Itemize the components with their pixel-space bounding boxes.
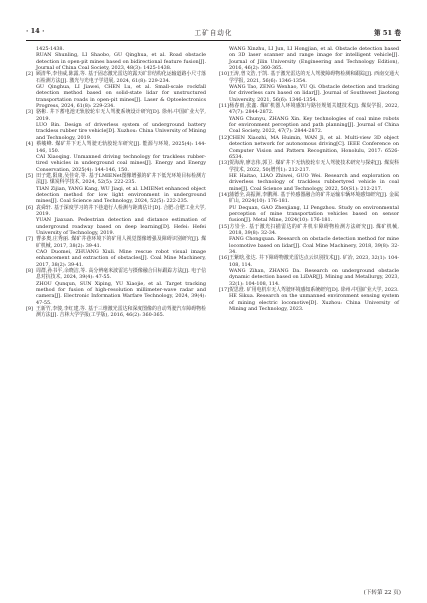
reference-number: [8] <box>26 268 33 275</box>
reference-entry <box>219 84 399 103</box>
reference-text: 周群,孙书平,余晓洁,等. 高分辨毫米波雷达与摄像融合目标跟踪方法[J]. 电子信息对抗技术, 2024, 39(4): 47-55. <box>36 268 206 281</box>
reference-text: 贺海涛,廖志伟,郭卫. 煤矿井下无轨胶轮车无人驾驶技术研究与探索[J]. 煤炭科学技术, 2022, 50(增刊1): 212-217. <box>229 160 399 173</box>
running-header <box>26 26 401 41</box>
reference-number: [15] <box>219 223 230 230</box>
reference-entry <box>26 249 206 268</box>
reference-text: 方崇全. 基于激光扫描雷达的矿井机车障碍物检测方法研究[J]. 煤矿机械, 2018, 39(8): 32-34. <box>229 223 399 236</box>
journal-name: 工矿自动化 <box>194 29 233 37</box>
reference-text: CHEN Xiaozhi, MA Huimin, WAN Ji, et al. Multi-view 3D object detection network for autonomous driving[C]. IEEE Conference on Computer Vision and Pattern Recognition, Honolulu, 2017: 6526-6534. <box>229 134 399 160</box>
reference-column-left <box>26 46 206 319</box>
reference-text: 蔡峻峰. 煤矿井下无人驾驶无轨胶轮车研究[J]. 能源与环境, 2025(4): 144-146, 150. <box>36 141 206 154</box>
reference-entry <box>26 268 206 281</box>
page-number: · 14 · <box>26 27 45 35</box>
reference-text: HE Haitao, LIAO Zhiwei, GUO Wei. Research and exploration on driverless technology of trackless rubbertyred vehicle in coal mine[J]. Coal Science and Technology, 2022, 50(S1): 212-217. <box>229 172 399 192</box>
reference-entry <box>219 116 399 135</box>
reference-entry <box>219 255 399 268</box>
reference-column-right <box>219 46 399 312</box>
reference-entry <box>219 135 399 160</box>
reference-text: PU Dequan, GAO Zhenjiang, LI Pengzhou. Study on environmental perception of mine transportation vehicles based on sensor fusion[J]. Metal Mine, 2024(10): 176-181. <box>229 204 399 224</box>
reference-text: 田子建,阳康,吴佳奇,等. 基于LMIENet图像增强的矿井下低光环境目标检测方法[J]. 煤炭科学技术, 2024, 52(5): 222-235. <box>36 172 206 186</box>
reference-number: [5] <box>26 172 33 179</box>
reference-text: WANG Xinzhu, LI Jun, LI Hongjian, et al. Obstacle detection based on 3D laser scanner and range image for intelligent vehicle[J]. Journal of Jilin University (Engineering and Technology Edition), 2016, 46(2): 360-365. <box>229 46 399 72</box>
reference-entry <box>26 205 206 218</box>
reference-entry <box>26 173 206 186</box>
reference-text: YUAN Jiaxuan. Pedestrian detection and distance estimation of underground roadway based on deep learning[D]. Hefei: Hefei University of Technology, 2019. <box>36 217 206 236</box>
reference-text: 曹多奥,庄秀丽. 煤矿井巷环境下的矿用人视觉图像增强及障碍识别研究[J]. 煤矿机械, 2017, 38(2): 39-41. <box>36 236 206 249</box>
reference-number: [2] <box>26 71 33 78</box>
reference-entry <box>219 71 399 84</box>
reference-text: RUAN Shunling, LI Shaobo, GU Qinghua, et al. Road obstacle detection in open-pit mines based on bidirectional feature fusion[J]. Journal of China Coal Society, 2023, 48(3): 1425-1438. <box>36 52 206 72</box>
reference-text: 1425-1438. <box>36 46 65 52</box>
reference-entry <box>219 103 399 116</box>
reference-number: [12] <box>219 134 230 141</box>
reference-entry <box>26 109 206 122</box>
reference-text: CAO Duomei, ZHUANG Xiuli. Mine rescue robot visual image enhancement and extraction of obstacles[J]. Coal Mine Machinery, 2017, 38(2): 39-41. <box>36 249 206 268</box>
reference-entry <box>219 205 399 224</box>
reference-text: CAI Xiaoqing. Unmanned driving technology for trackless rubber-tired vehicles in underground coal mines[J]. Energy and Energy Conservation, 2025(4): 144-146, 150. <box>36 153 206 173</box>
reference-entry <box>26 141 206 154</box>
reference-number: [3] <box>26 109 33 116</box>
reference-number: [11] <box>219 103 230 110</box>
reference-number: [7] <box>26 236 33 243</box>
reference-entry <box>219 160 399 173</box>
reference-entry <box>219 173 399 192</box>
reference-text: 蒲德全,高振洲,李鹏洲. 基于传感器融合的矿井运输车辆环境感知研究[J]. 金属矿山, 2024(10): 176-181. <box>229 191 399 205</box>
reference-text: TIAN Zijian, YANG Kang, WU Jiaqi, et al. LMIENet enhanced object detection method for low light environment in underground mines[J]. Coal Science and Technology, 2024, 52(5): 222-235. <box>36 185 206 205</box>
reference-entry <box>26 186 206 205</box>
reference-text: 骆彬. 井下蓄电池无轨胶轮车无人驾驶系统设计研究[D]. 徐州:中国矿业大学, 2019. <box>36 109 206 122</box>
reference-entry <box>26 71 206 84</box>
reference-entry <box>26 281 206 306</box>
reference-number: [10] <box>219 71 230 78</box>
reference-entry <box>26 122 206 141</box>
reference-number: [9] <box>26 306 33 313</box>
reference-text: GU Qinghua, LI Jiawei, CHEN Lu, et al. Small-scale rockfall detection method based on solid-state lidar for unstructured transportation roads in open-pit mines[J]. Laser & Optoelectronics Progress, 2024, 61(8): 229-234. <box>36 84 206 110</box>
reference-number: [17] <box>219 287 230 294</box>
reference-entry <box>26 84 206 109</box>
reference-entry <box>26 52 206 71</box>
reference-text: 袁舜轩. 基于深度学习的井下巷道行人检测与距离估计[D]. 合肥:合肥工业大学, 2019. <box>36 204 206 217</box>
reference-entry <box>219 46 399 71</box>
volume-label: 第 51 卷 <box>374 29 401 37</box>
reference-number: [6] <box>26 204 33 211</box>
reference-text: HE Sikua. Research on the unmanned environment sensing system of mining electric locomotive[D]. Xuzhou: China University of Mining and Technology, 2023. <box>229 293 399 313</box>
reference-entry <box>219 192 399 205</box>
reference-entry <box>26 236 206 249</box>
reference-number: [13] <box>219 160 230 167</box>
reference-entry <box>26 217 206 236</box>
reference-entry <box>26 306 206 319</box>
reference-text: ZHOU Qunqun, SUN Xiping, YU Xiaojie, et al. Target tracking method for fusion of high-resolution millimeter-wave radar and camera[J]. Electronic Information Warfare Technology, 2024, 39(4): 47-55. <box>36 280 206 306</box>
reference-text: YANG Chunyu, ZHANG Xin. Key technologies of coal mine robots for environment perception and path planning[J]. Journal of China Coal Society, 2022, 47(7): 2844-2872. <box>229 115 399 135</box>
reference-text: 王新竹,李骏,李红建,等. 基于三维激光雷达和深度图像的自动驾驶汽车障碍物检测方法[J]. 吉林大学学报(工学版), 2016, 46(2): 360-365. <box>36 306 206 319</box>
reference-text: 顾清华,李佳威,陈露,等. 基于固态激光雷达的露天矿非结构化运输道路小尺寸落石检测方法[J]. 激光与光电子学进展, 2024, 61(8): 229-234. <box>36 71 206 84</box>
reference-text: 王紫晗,张达. 井下障碍物激光雷达点云识别技术[J]. 矿冶, 2023, 32(1): 104-108, 114. <box>229 255 399 268</box>
reference-number: [16] <box>219 255 230 262</box>
reference-entry <box>219 224 399 237</box>
reference-text: WANG Tao, ZENG Wenhao, YU Qi. Obstacle detection and tracking for driverless cars based on lidar[J]. Journal of Southwest Jiaotong University, 2021, 56(6): 1346-1354. <box>229 84 399 103</box>
reference-text: LUO Bin. Design of driverless system of underground battery trackless rubber tire vehicle[D]. Xuzhou: China University of Mining and Technology, 2019. <box>36 122 207 141</box>
reference-number: [4] <box>26 141 33 148</box>
reference-entry <box>219 268 399 287</box>
reference-entry <box>26 154 206 173</box>
reference-text: 贺思澄. 矿用电机车无人驾驶环境感知系统研究[D]. 徐州:中国矿业大学, 2023. <box>229 287 399 294</box>
reference-entry <box>219 293 399 312</box>
continuation-note: (下转第 22 页) <box>363 590 401 596</box>
reference-text: FANG Chongquan. Research on obstacle detection method for mine locomotive based on lidar[J]. Coal Mine Machinery, 2018, 39(8): 32-34. <box>229 236 399 255</box>
reference-text: WANG Zihan, ZHANG Da. Research on underground obstacle dynamic detection based on LiDAR[J]. Mining and Metallurgy, 2023, 32(1): 104-108, 114. <box>229 268 399 287</box>
reference-number: [14] <box>219 191 230 198</box>
reference-entry <box>219 236 399 255</box>
reference-text: 王涛,曾文浩,于凯. 基于激光雷达的无人驾驶障碍物检测和跟踪[J]. 西南交通大学学报, 2021, 56(6): 1346-1354. <box>229 71 399 84</box>
reference-text: 杨春雨,张鑫. 煤矿机器人环境感知与路径规划关键技术[J]. 煤炭学报, 2022, 47(7): 2844-2872. <box>229 103 399 116</box>
